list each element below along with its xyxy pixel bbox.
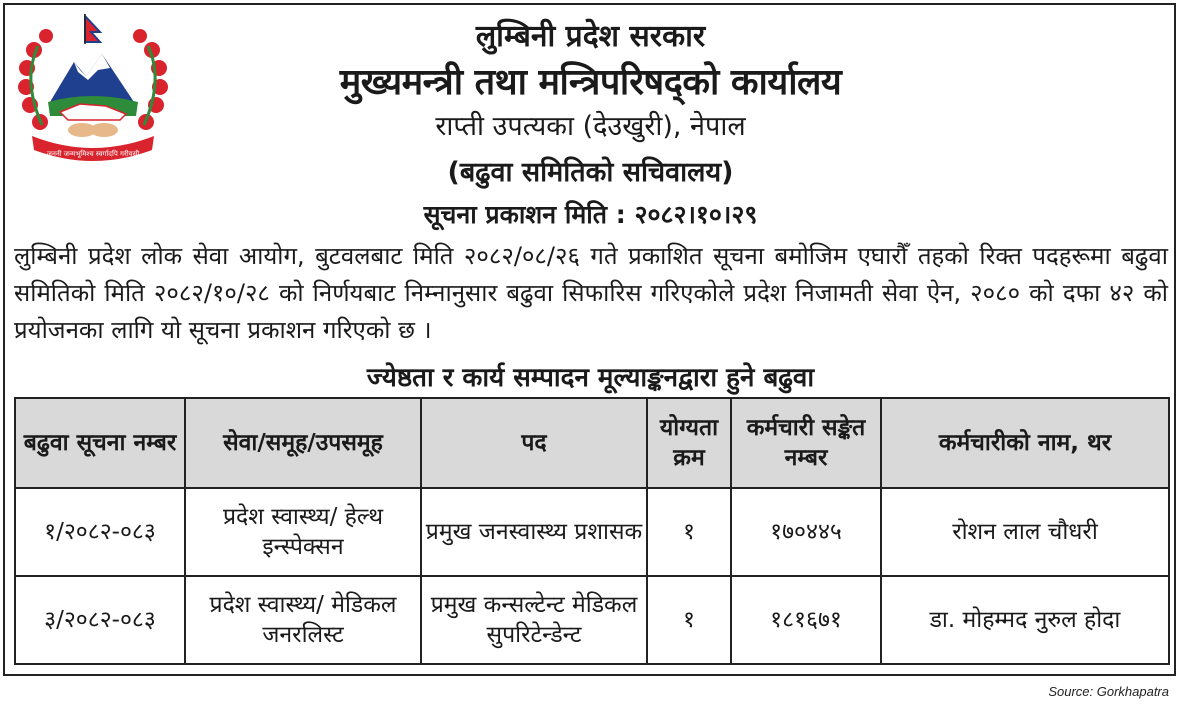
secretariat-name: (बढुवा समितिको सचिवालय) <box>447 157 734 188</box>
promotion-table <box>14 397 1170 665</box>
source-credit: Source: Gorkhapatra <box>1048 684 1169 699</box>
cell-name: डा. मोहम्मद नुरुल होदा <box>881 576 1169 664</box>
table-row <box>15 576 1169 664</box>
cell-post: प्रमुख कन्सल्टेन्ट मेडिकल सुपरिटेन्डेन्ट <box>421 576 647 664</box>
publish-date: सूचना प्रकाशन मिति : २०८२।१०।२९ <box>423 200 758 229</box>
table-row <box>15 488 1169 576</box>
cell-service: प्रदेश स्वास्थ्य/ मेडिकल जनरलिस्ट <box>185 576 421 664</box>
promotion-subheading: ज्येष्ठता र कार्य सम्पादन मूल्याङ्कनद्वारा हुने बढुवा <box>366 363 815 393</box>
govt-name: लुम्बिनी प्रदेश सरकार <box>475 19 706 54</box>
col-notice-no: बढुवा सूचना नम्बर <box>15 398 185 488</box>
office-address: राप्ती उपत्यका (देउखुरी), नेपाल <box>435 111 746 142</box>
cell-merit: १ <box>647 576 731 664</box>
col-merit: योग्यता क्रम <box>647 398 731 488</box>
cell-emp-code: १७०४४५ <box>731 488 881 576</box>
cell-post: प्रमुख जनस्वास्थ्य प्रशासक <box>421 488 647 576</box>
col-service: सेवा/समूह/उपसमूह <box>185 398 421 488</box>
col-name: कर्मचारीको नाम, थर <box>881 398 1169 488</box>
col-post: पद <box>421 398 647 488</box>
emblem-motto: जननी जन्मभूमिश्च स्वर्गादपि गरीयसी <box>46 150 140 158</box>
table-header-row <box>15 398 1169 488</box>
cell-notice-no: १/२०८२-०८३ <box>15 488 185 576</box>
cell-service: प्रदेश स्वास्थ्य/ हेल्थ इन्स्पेक्सन <box>185 488 421 576</box>
office-name: मुख्यमन्त्री तथा मन्त्रिपरिषद्को कार्यालय <box>339 62 842 103</box>
cell-name: रोशन लाल चौधरी <box>881 488 1169 576</box>
col-emp-code: कर्मचारी सङ्केत नम्बर <box>731 398 881 488</box>
cell-merit: १ <box>647 488 731 576</box>
notice-body: लुम्बिनी प्रदेश लोक सेवा आयोग, बुटवलबाट मिति २०८२/०८/२६ गते प्रकाशित सूचना बमोजिम एघारौँ तहको रिक्त पदहरूमा बढुवा समितिको मिति २०८२/१०/२८ को निर्णयबाट निम्नानुसार बढुवा सिफारिस गरिएकोले प्रदेश निजामती सेवा ऐन, २०८० को दफा ४२ को प्रयोजनका लागि यो सूचना प्रकाशन गरिएको छ । <box>14 242 1168 344</box>
cell-emp-code: १८१६७१ <box>731 576 881 664</box>
cell-notice-no: ३/२०८२-०८३ <box>15 576 185 664</box>
